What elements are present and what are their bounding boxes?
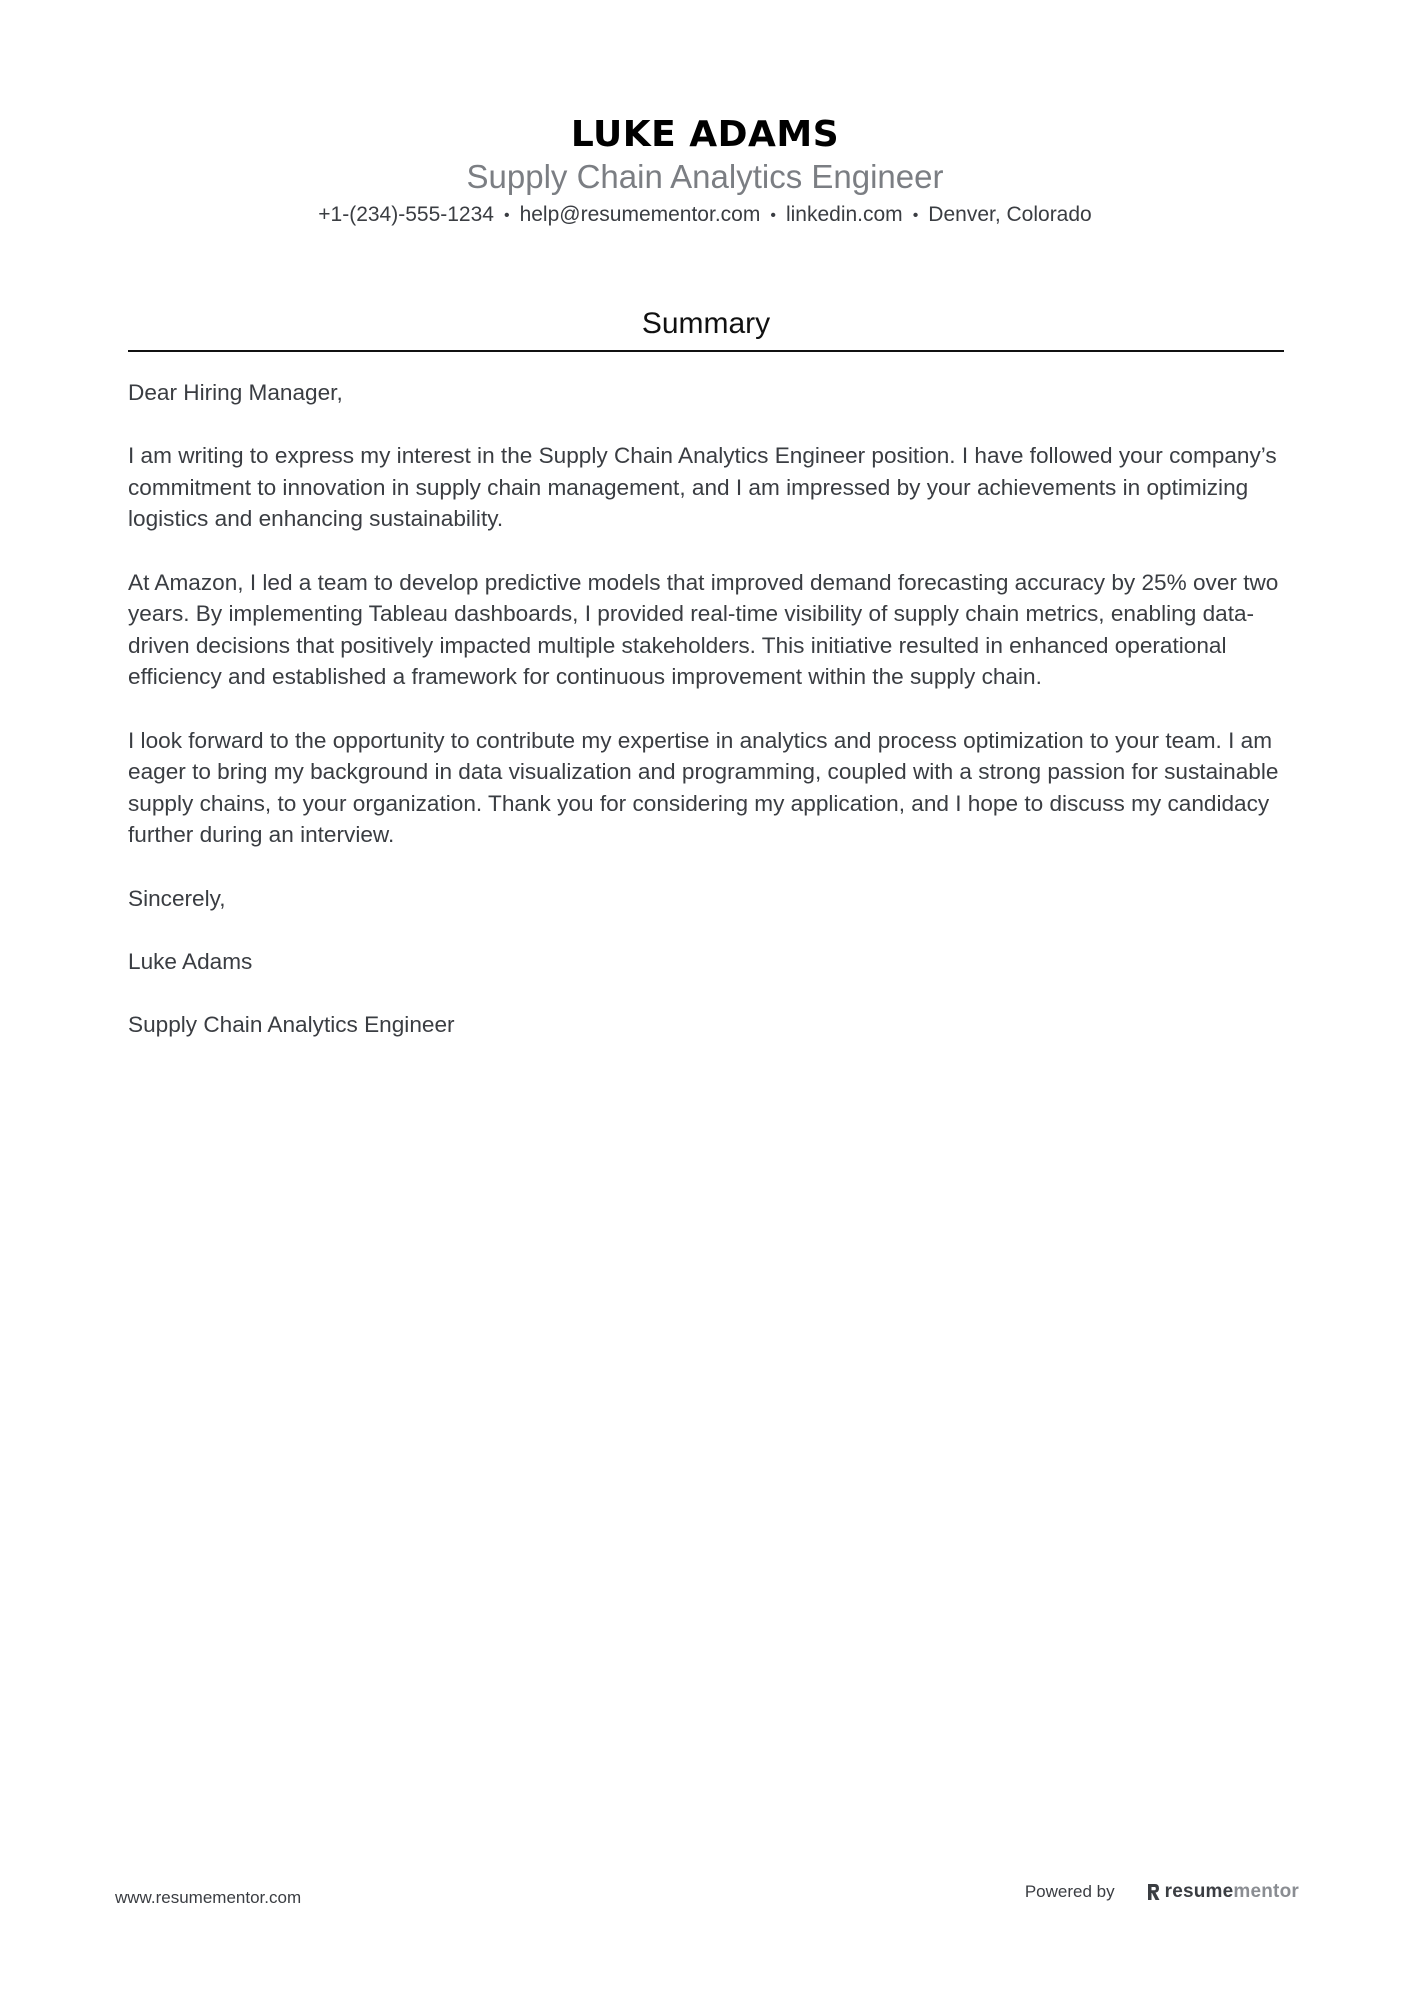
- footer-website: www.resumementor.com: [115, 1888, 302, 1907]
- letter-paragraph: I am writing to express my interest in the Supply Chain Analytics Engineer position. I have followed your company’s commitment to innovation in supply chain management, and I am impressed by your achievements in optimizing logistics and enhancing sustainability.: [128, 443, 1277, 532]
- contact-line: [0, 202, 1410, 229]
- powered-by-label: Powered by: [1024, 1882, 1115, 1901]
- candidate-role: Supply Chain Analytics Engineer: [466, 158, 944, 195]
- contact-website: linkedin.com: [785, 203, 903, 226]
- brand-wordmark-part2: mentor: [1233, 1881, 1299, 1902]
- letter-closing: Sincerely,: [128, 885, 226, 911]
- letter-paragraph: I look forward to the opportunity to contribute my expertise in analytics and process optimization to your team. I am eager to bring my background in data visualization and programming, coupled with a strong passion for sustainable supply chains, to your organization. Thank you for considering my application, and I hope to discuss my candidacy further during an interview.: [128, 727, 1279, 848]
- section-divider: [128, 350, 1284, 352]
- brand-wordmark-part1: resume: [1164, 1881, 1234, 1902]
- letter-salutation: Dear Hiring Manager,: [128, 380, 343, 405]
- letter-paragraph: At Amazon, I led a team to develop predictive models that improved demand forecasting accuracy by 25% over two years. By implementing Tableau dashboards, I provided real-time visibility of supply chain metrics, enabling data-driven decisions that positively impacted multiple stakeholders. This initiative resulted in enhanced operational efficiency and established a framework for continuous improvement within the supply chain.: [128, 569, 1279, 690]
- contact-location: Denver, Colorado: [928, 203, 1092, 226]
- section-title-summary: Summary: [641, 307, 771, 340]
- letter-body: [128, 377, 1288, 1072]
- contact-separator: •: [770, 207, 776, 224]
- brand-wordmark: [1165, 1881, 1299, 1903]
- contact-email: help@resumementor.com: [519, 203, 761, 226]
- contact-phone: +1-(234)-555-1234: [318, 203, 494, 226]
- footer-branding: [1025, 1881, 1299, 1903]
- signature-title: Supply Chain Analytics Engineer: [128, 1011, 455, 1037]
- header: [0, 112, 1410, 229]
- resumementor-logo-icon: [1145, 1882, 1161, 1902]
- contact-separator: •: [912, 207, 919, 224]
- signature-name: Luke Adams: [128, 948, 253, 974]
- contact-separator: •: [503, 207, 510, 224]
- candidate-name: LUKE ADAMS: [570, 114, 840, 155]
